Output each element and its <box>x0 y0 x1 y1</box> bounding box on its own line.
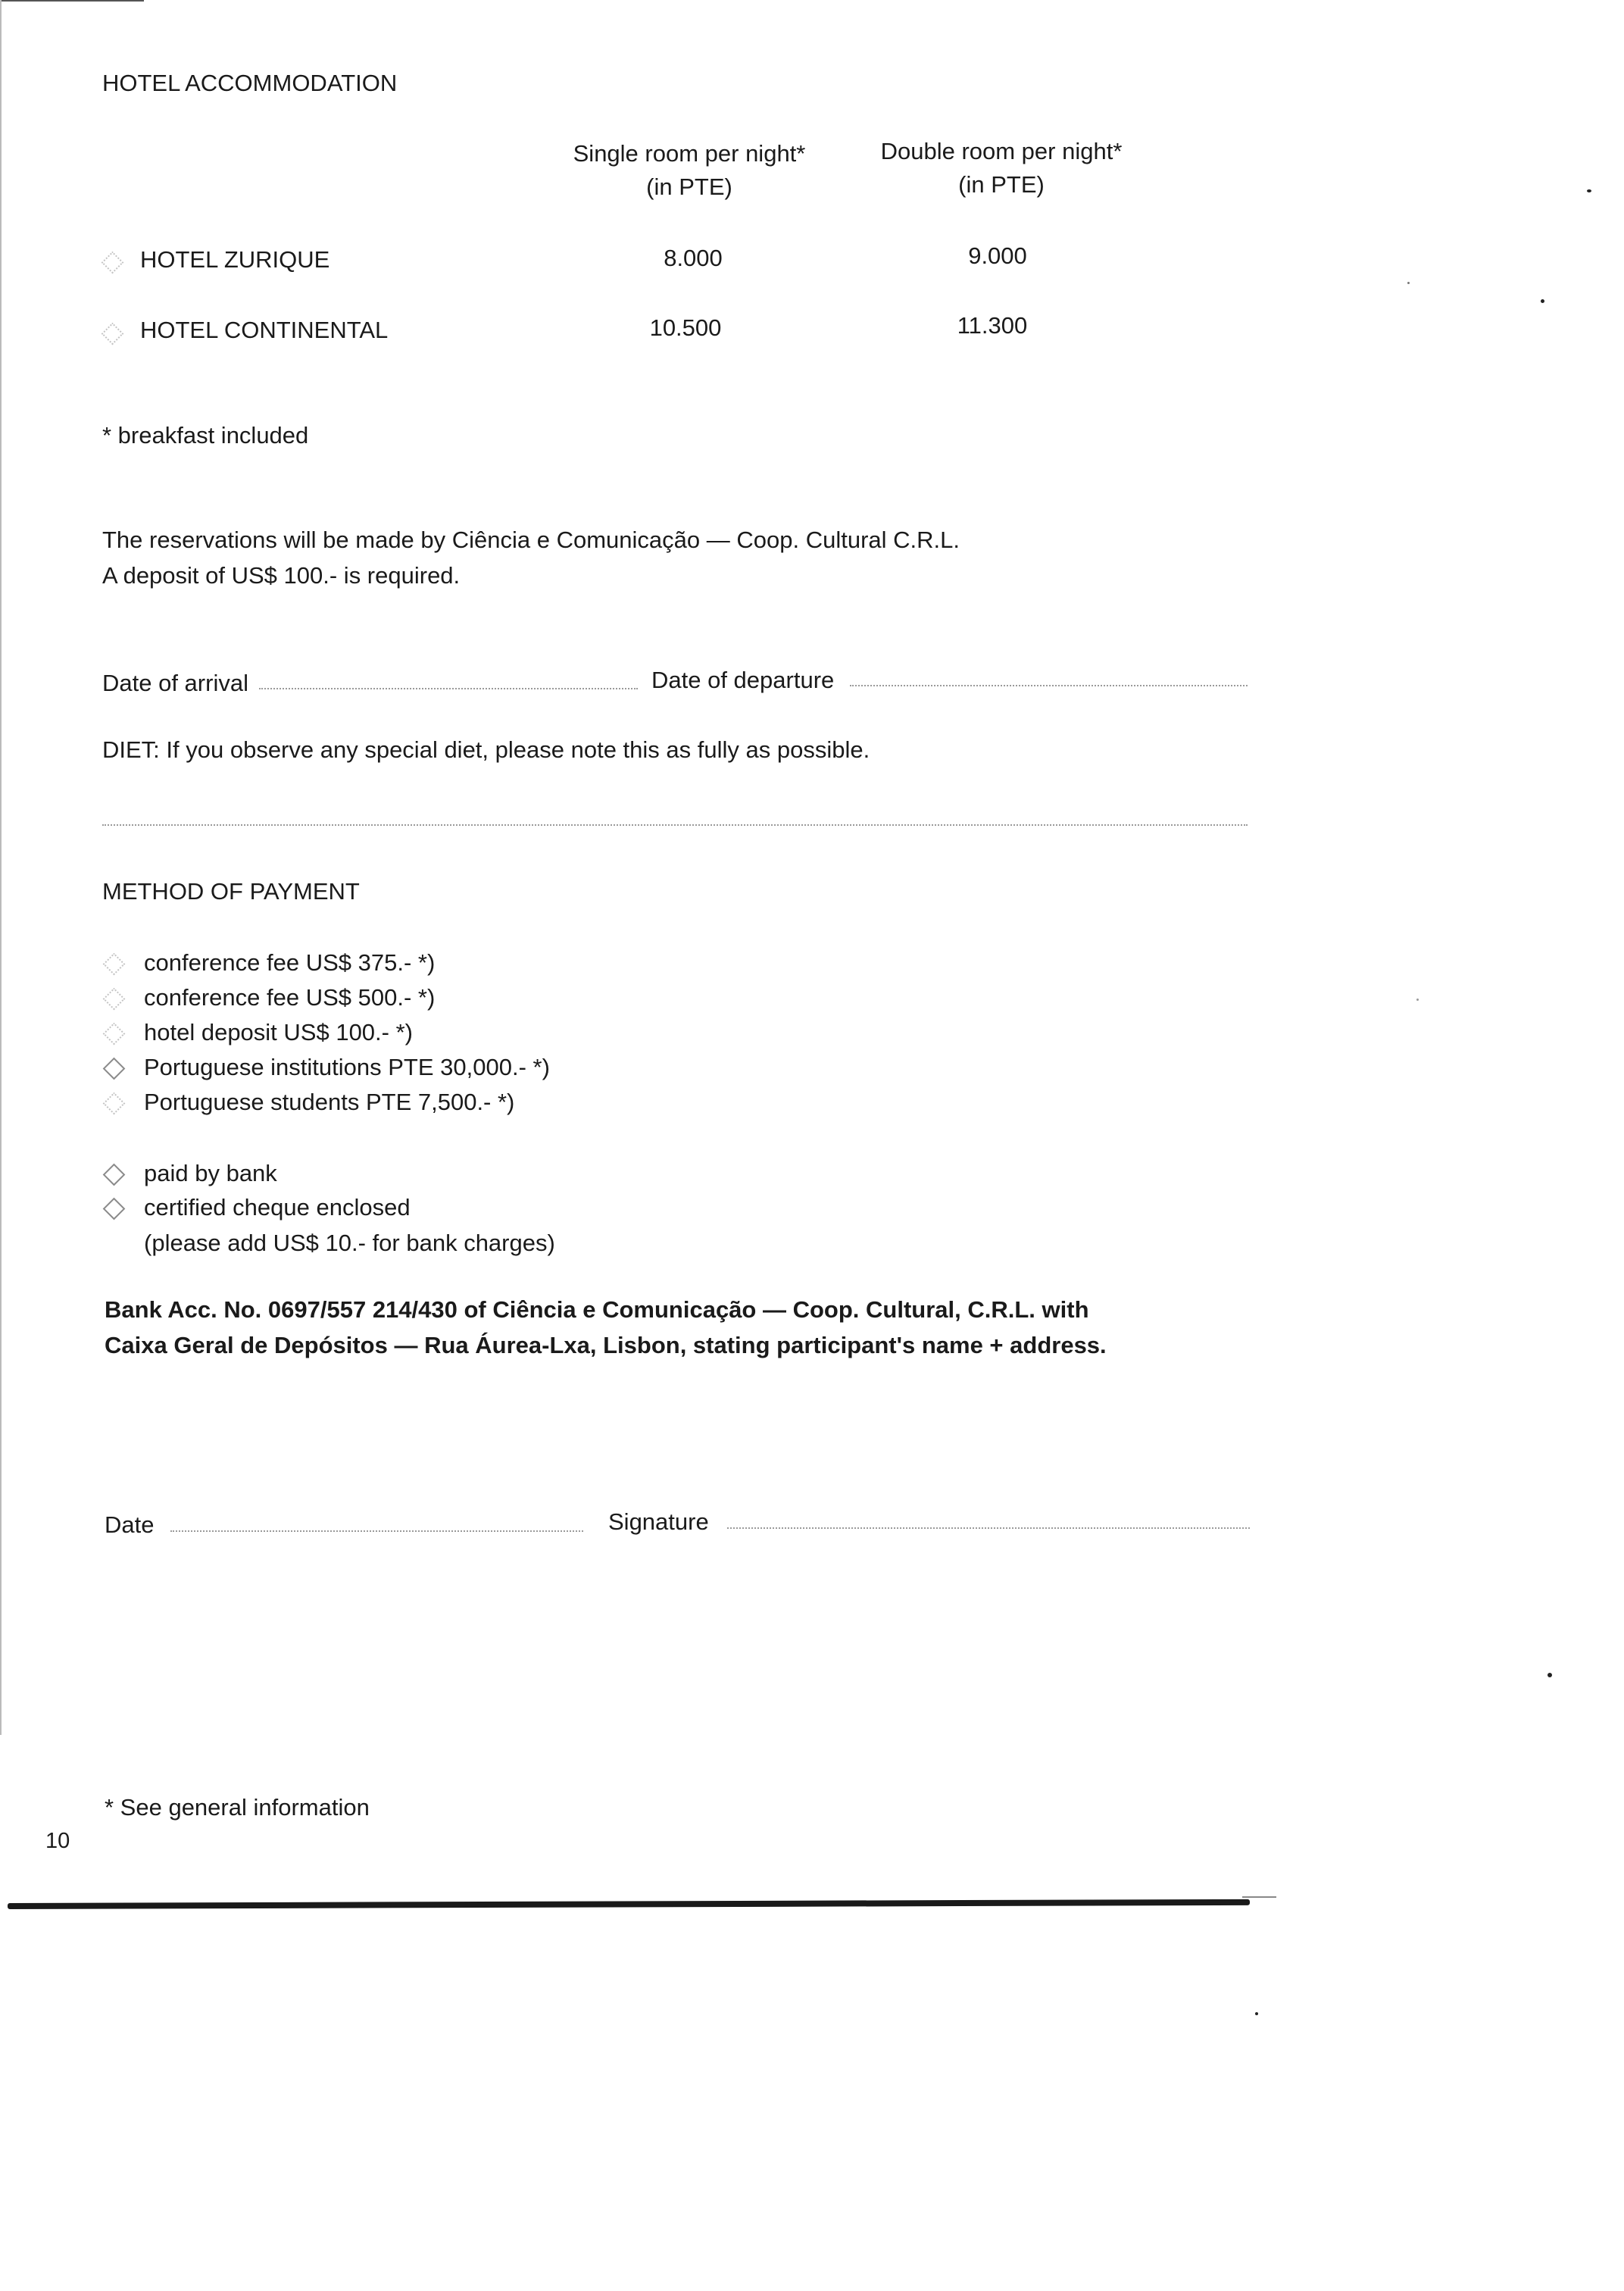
diet-instructions: DIET: If you observe any special diet, please note this as fully as possible. <box>102 736 870 763</box>
hotel-zurique-single: 8.000 <box>664 245 723 271</box>
bank-account-line-2: Caixa Geral de Depósitos — Rua Áurea-Lxa, Lisbon, stating participant's name + address. <box>105 1332 1107 1358</box>
scan-speck <box>1416 999 1419 1001</box>
footnote: * See general information <box>105 1794 370 1821</box>
scan-speck <box>1407 282 1410 284</box>
portuguese-students-label: Portuguese students PTE 7,500.- *) <box>144 1089 515 1115</box>
hotel-continental-single: 10.500 <box>649 314 722 341</box>
fee-375-checkbox[interactable] <box>103 953 126 976</box>
hotel-continental-checkbox[interactable] <box>102 323 124 345</box>
signature-field[interactable] <box>727 1527 1250 1529</box>
date-of-arrival-label: Date of arrival <box>102 670 248 696</box>
hotel-zurique-name: HOTEL ZURIQUE <box>140 246 330 273</box>
diet-field[interactable] <box>102 824 1248 826</box>
date-label: Date <box>105 1511 155 1538</box>
paid-by-bank-checkbox[interactable] <box>103 1164 126 1186</box>
scan-speck <box>1255 2012 1258 2015</box>
double-room-header-line1: Double room per night* <box>880 138 1123 164</box>
bank-charges-note: (please add US$ 10.- for bank charges) <box>144 1230 555 1256</box>
bottom-rule-tail <box>1242 1896 1276 1898</box>
single-room-header-line2: (in PTE) <box>646 173 732 200</box>
double-room-header-line2: (in PTE) <box>958 171 1045 198</box>
bottom-rule <box>8 1899 1250 1909</box>
portuguese-students-checkbox[interactable] <box>103 1092 126 1115</box>
portuguese-institutions-checkbox[interactable] <box>103 1058 126 1080</box>
single-room-header <box>538 137 841 204</box>
reservation-line-2: A deposit of US$ 100.- is required. <box>102 562 461 589</box>
hotel-zurique-double: 9.000 <box>968 242 1027 269</box>
hotel-deposit-checkbox[interactable] <box>103 1023 126 1045</box>
certified-cheque-checkbox[interactable] <box>103 1198 126 1221</box>
hotel-continental-double: 11.300 <box>957 312 1028 339</box>
single-room-header-line1: Single room per night* <box>573 140 806 167</box>
signature-label: Signature <box>608 1508 709 1535</box>
date-field[interactable] <box>170 1530 583 1532</box>
paid-by-bank-label: paid by bank <box>144 1160 277 1186</box>
date-of-departure-field[interactable] <box>850 685 1248 686</box>
payment-heading: METHOD OF PAYMENT <box>102 878 360 905</box>
fee-500-checkbox[interactable] <box>103 988 126 1011</box>
certified-cheque-label: certified cheque enclosed <box>144 1194 411 1221</box>
date-of-departure-label: Date of departure <box>651 667 835 693</box>
scan-speck <box>1541 299 1544 303</box>
scan-speck <box>1587 189 1591 192</box>
hotel-continental-name: HOTEL CONTINENTAL <box>140 317 389 343</box>
bank-account-line-1: Bank Acc. No. 0697/557 214/430 of Ciência e Comunicação — Coop. Cultural, C.R.L. with <box>105 1296 1089 1323</box>
page-number: 10 <box>45 1829 70 1853</box>
hotel-deposit-label: hotel deposit US$ 100.- *) <box>144 1019 413 1045</box>
hotel-heading: HOTEL ACCOMMODATION <box>102 70 398 96</box>
breakfast-note: * breakfast included <box>102 422 309 449</box>
hotel-zurique-checkbox[interactable] <box>102 252 124 274</box>
scan-speck <box>1547 1673 1552 1677</box>
portuguese-institutions-label: Portuguese institutions PTE 30,000.- *) <box>144 1054 550 1080</box>
double-room-header <box>850 135 1153 202</box>
fee-375-label: conference fee US$ 375.- *) <box>144 949 436 976</box>
fee-500-label: conference fee US$ 500.- *) <box>144 984 436 1011</box>
top-edge-rule <box>0 0 144 2</box>
date-of-arrival-field[interactable] <box>259 688 638 689</box>
reservation-line-1: The reservations will be made by Ciência e Comunicação — Coop. Cultural C.R.L. <box>102 527 960 553</box>
left-edge-rule <box>0 0 2 1735</box>
